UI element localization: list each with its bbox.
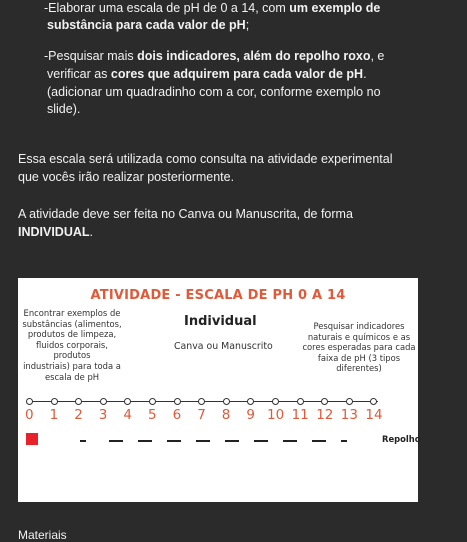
placeholder-dash (196, 440, 210, 442)
ph-scale-number: 4 (123, 407, 132, 423)
card-title: ATIVIDADE - ESCALA DE PH 0 A 14 (90, 288, 346, 303)
placeholder-dash (109, 440, 123, 442)
ph-scale-number: 6 (172, 407, 182, 423)
ph-scale-number: 7 (197, 407, 206, 423)
ph-scale-dot (297, 398, 304, 405)
instruction-line-3: -Pesquisar mais dois indicadores, além do repolho roxo, e (44, 49, 385, 63)
card-right-text: Pesquisar indicadores naturais e químicos e as cores esperadas para cada faixa de pH (3 tipos diferentes) (302, 321, 416, 374)
ph-scale-dot (124, 398, 131, 405)
ph-scale-number: 12 (316, 407, 334, 423)
paragraph-format-line-2: INDIVIDUAL. (18, 225, 94, 239)
ph-scale-dot (100, 398, 107, 405)
ph-scale-number: 8 (221, 407, 231, 423)
ph-scale-dot (75, 398, 82, 405)
placeholder-dash (283, 440, 297, 442)
placeholder-dash (312, 440, 326, 442)
placeholder-dash (80, 440, 86, 442)
ph-scale-dot (370, 398, 377, 405)
placeholder-dash (138, 440, 152, 442)
color-swatch (26, 433, 38, 445)
card-left-text: Encontrar exemplos de substâncias (alimentos, produtos de limpeza, fluidos corporais, produtos industriais) para toda a escala de pH (22, 308, 122, 382)
ph-scale-dot (51, 398, 58, 405)
ph-scale-dot (174, 398, 181, 405)
ph-scale-number: 9 (246, 407, 255, 423)
ph-scale-number: 3 (98, 407, 108, 423)
ph-scale-dot (149, 398, 156, 405)
ph-scale-number: 10 (267, 407, 285, 423)
paragraph-scale-line-1: Essa escala será utilizada como consulta na atividade experimental (18, 152, 393, 166)
ph-scale-number: 5 (148, 407, 157, 423)
ph-scale-number: 0 (25, 407, 34, 423)
next-section-text: Materiais (18, 528, 67, 542)
ph-scale-number: 11 (291, 407, 309, 423)
paragraph-scale-line-2: que vocês irão realizar posteriormente. (18, 170, 235, 184)
card-center-title: Individual (184, 314, 257, 329)
placeholder-dash (225, 440, 239, 442)
paragraph-format-line-1: A atividade deve ser feita no Canva ou Manuscrita, de forma (18, 207, 353, 221)
placeholder-dash (341, 440, 347, 442)
ph-scale-dot (198, 398, 205, 405)
instruction-line-4: verificar as cores que adquirem para cada valor de pH. (47, 67, 367, 81)
placeholder-dash (167, 440, 181, 442)
ph-scale-dot (26, 398, 33, 405)
indicator-label-repolho: Repolho (382, 434, 421, 444)
instruction-line-1: -Elaborar uma escala de pH de 0 a 14, com um exemplo de (44, 1, 381, 15)
card-center-subtitle: Canva ou Manuscrito (174, 341, 273, 352)
ph-scale-number: 2 (74, 407, 83, 423)
ph-scale-dot (223, 398, 230, 405)
ph-scale-number: 14 (365, 407, 383, 423)
ph-scale-dot (346, 398, 353, 405)
activity-image-card[interactable] (18, 278, 421, 502)
placeholder-dash (254, 440, 268, 442)
ph-scale-dot (247, 398, 254, 405)
instruction-line-5: (adicionar um quadradinho com a cor, conforme exemplo no (47, 85, 381, 99)
ph-scale-dot (321, 398, 328, 405)
ph-scale-number: 1 (49, 407, 59, 423)
ph-scale-dot (272, 398, 279, 405)
ph-scale-number: 13 (340, 407, 358, 423)
instruction-line-6: slide). (47, 102, 81, 116)
instruction-line-2: substância para cada valor de pH; (47, 18, 250, 32)
